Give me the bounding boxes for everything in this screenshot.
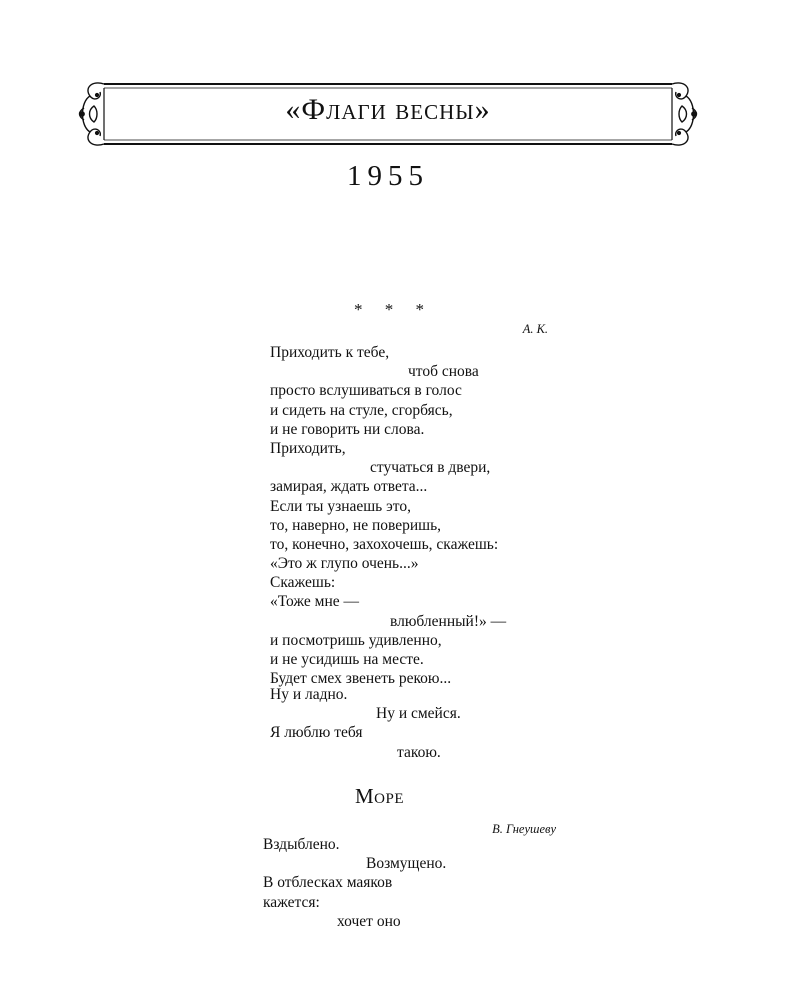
poem-line: хочет оно xyxy=(337,912,401,930)
poem-line: и не говорить ни слова. xyxy=(270,420,425,438)
poem-line: и не усидишь на месте. xyxy=(270,651,424,668)
poem-line: то, наверно, не поверишь, xyxy=(270,516,442,534)
poem-line: такою. xyxy=(397,743,441,761)
poem-separator: * * * xyxy=(354,300,433,319)
poem-dedication: В. Гнеушеву xyxy=(492,822,556,836)
poem-stanza xyxy=(270,343,506,688)
poem-line: влюбленный!» — xyxy=(390,612,507,630)
poem-line: Вздыблено. xyxy=(263,836,340,853)
poem-line: замирая, ждать ответа... xyxy=(270,478,428,496)
poem-line: Приходить к тебе, xyxy=(270,344,390,361)
poem-line: Возмущено. xyxy=(366,855,447,873)
poem-line: «Это ж глупо очень...» xyxy=(270,555,419,573)
section-heading: «Флаги весны» xyxy=(285,93,491,126)
poem-line: Ну и ладно. xyxy=(270,686,348,703)
poem-line: кажется: xyxy=(263,893,320,911)
poem-line: Ну и смейся. xyxy=(376,705,461,723)
poem-line: В отблесках маяков xyxy=(263,874,393,892)
poem-line: Будет смех звенеть рекою... xyxy=(270,670,452,688)
poem-line: Я люблю тебя xyxy=(270,724,363,742)
poem-line: стучаться в двери, xyxy=(370,459,491,477)
poem-line: Скажешь: xyxy=(270,574,336,592)
poem-line: Приходить, xyxy=(270,439,346,457)
poem-line: Если ты узнаешь это, xyxy=(270,497,411,515)
poem-dedication: А. К. xyxy=(522,322,548,336)
poem-line: и посмотришь удивленно, xyxy=(270,631,442,649)
year-heading: 1955 xyxy=(347,160,429,192)
poem-line: чтоб снова xyxy=(408,363,479,381)
poem-line: и сидеть на стуле, сгорбясь, xyxy=(270,401,453,419)
poem-line: то, конечно, захохочешь, скажешь: xyxy=(270,535,499,553)
poem-stanza xyxy=(263,835,446,931)
poem-stanza xyxy=(270,685,461,762)
title-banner xyxy=(78,76,698,152)
poem-line: «Тоже мне — xyxy=(270,593,360,611)
poem-title: Море xyxy=(355,784,405,808)
poem-line: просто вслушиваться в голос xyxy=(270,382,462,400)
